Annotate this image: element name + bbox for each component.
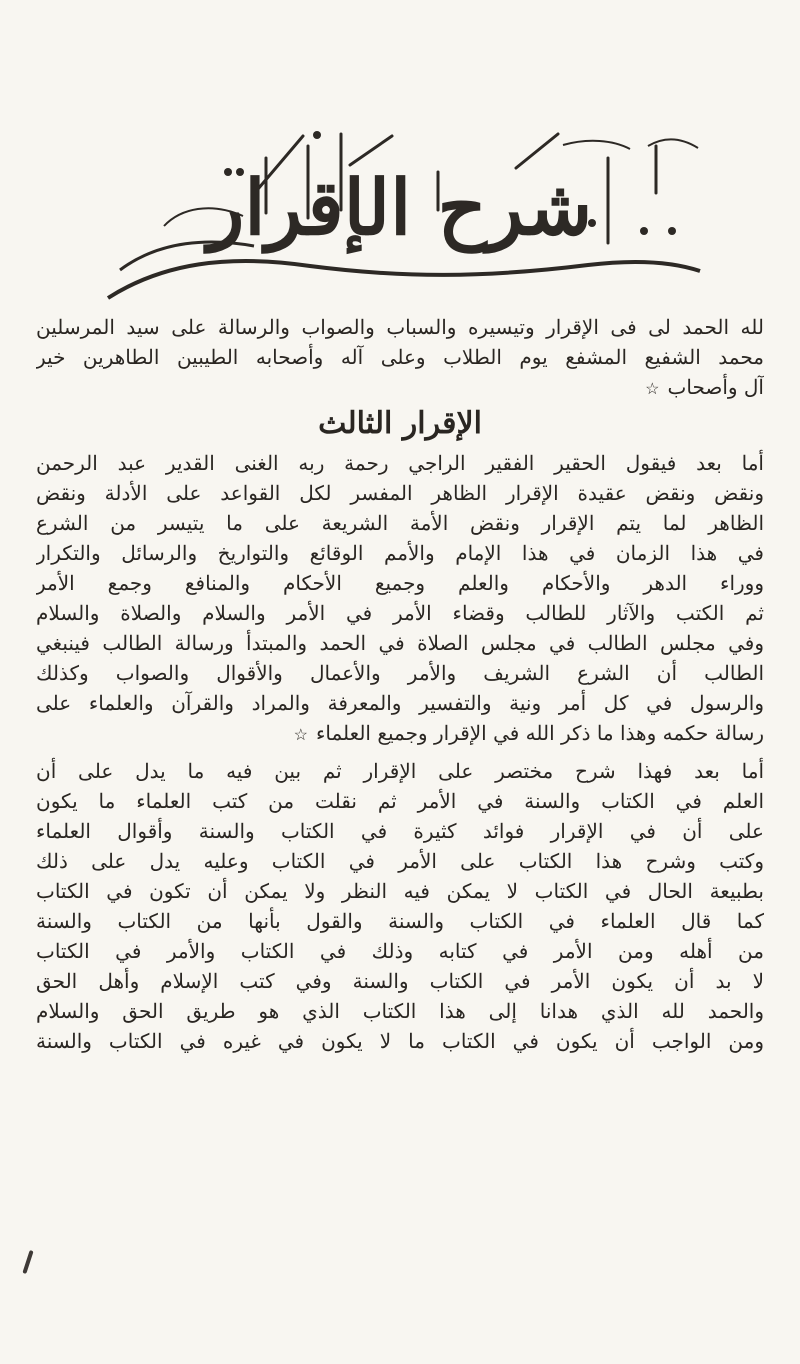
text-line: الظاهر لما يتم الإقرار ونقض الأمة الشريعة على ما يتيسر من الشرع <box>36 511 764 535</box>
page-edge-mark <box>22 1250 33 1274</box>
text-line: من أهله ومن الأمر في كتابه وذلك في الكتاب والأمر في الكتاب <box>36 939 764 963</box>
text-line: وفي مجلس الطالب في مجلس الصلاة في الحمد والمبتدأ ورسالة الطالب فينبغي <box>36 631 764 655</box>
paragraph-2 <box>36 448 764 748</box>
text-line: العلم في الكتاب والسنة في الأمر ثم نقلت من كتب العلماء ما يكون <box>36 789 764 813</box>
text-line: الطالب أن الشرع الشريف والأمر والأعمال والأقوال والصواب وكذلك <box>36 661 764 685</box>
text-line: محمد الشفيع المشفع يوم الطلاب وعلى آله وأصحابه الطيبين الطاهرين خير <box>36 345 764 369</box>
text-line: أما بعد فيقول الحقير الفقير الراجي رحمة ربه الغنى القدير عبد الرحمن <box>36 451 764 475</box>
text-line: والحمد لله الذي هدانا إلى هذا الكتاب الذي هو طريق الحق والسلام <box>36 999 764 1023</box>
text-line: في هذا الزمان في هذا الإمام والأمم الوقائع والتواريخ والرسائل والتكرار <box>36 541 764 565</box>
text-line: ونقض ونقض عقيدة الإقرار الظاهر المفسر لكل القواعد على الأدلة ونقض <box>36 481 764 505</box>
text-line <box>36 372 764 402</box>
text-line <box>36 718 764 748</box>
ornament-mark: ☆ <box>645 379 660 398</box>
text-line: على أن في الإقرار فوائد كثيرة في الكتاب والسنة وأقوال العلماء <box>36 819 764 843</box>
text-line: أما بعد فهذا شرح مختصر على الإقرار ثم بين فيه ما يدل على أن <box>36 759 764 783</box>
page-title: شرح الإقرار <box>207 163 593 252</box>
paragraph-1 <box>36 312 764 402</box>
text-line: ووراء الدهر والأحكام والعلم وجميع الأحكام والمنافع وجمع الأمر <box>36 571 764 595</box>
text-line: ومن الواجب أن يكون في الكتاب ما لا يكون في غيره في الكتاب والسنة <box>36 1029 764 1053</box>
ornament-mark: ☆ <box>293 725 308 744</box>
text-line: بطبيعة الحال في الكتاب لا يمكن فيه النظر ولا يمكن أن تكون في الكتاب <box>36 879 764 903</box>
section-heading: الإقرار الثالث <box>318 406 482 441</box>
paragraph-gap <box>36 748 764 756</box>
text-line: وكتب وشرح هذا الكتاب على الأمر في الكتاب وعليه يدل على ذلك <box>36 849 764 873</box>
manuscript-text <box>36 312 764 1056</box>
text-line: لله الحمد لى فى الإقرار وتيسيره والسباب والصواب والرسالة على سيد المرسلين <box>36 315 764 339</box>
text-line: ثم الكتب والآثار للطالب وقضاء الأمر في الأمر والسلام والصلاة والسلام <box>36 601 764 625</box>
text-line-content: رسالة حكمه وهذا ما ذكر الله في الإقرار وجميع العلماء <box>315 721 764 745</box>
text-line-content: آل وأصحاب <box>667 375 764 399</box>
text-line: لا بد أن يكون الأمر في الكتاب والسنة وفي كتب الإسلام وأهل الحق <box>36 969 764 993</box>
paragraph-3 <box>36 756 764 1056</box>
text-line: والرسول في كل أمر ونية والتفسير والمعرفة والمراد والقرآن والعلماء على <box>36 691 764 715</box>
text-line: كما قال العلماء في الكتاب والسنة والقول بأنها من الكتاب والسنة <box>36 909 764 933</box>
